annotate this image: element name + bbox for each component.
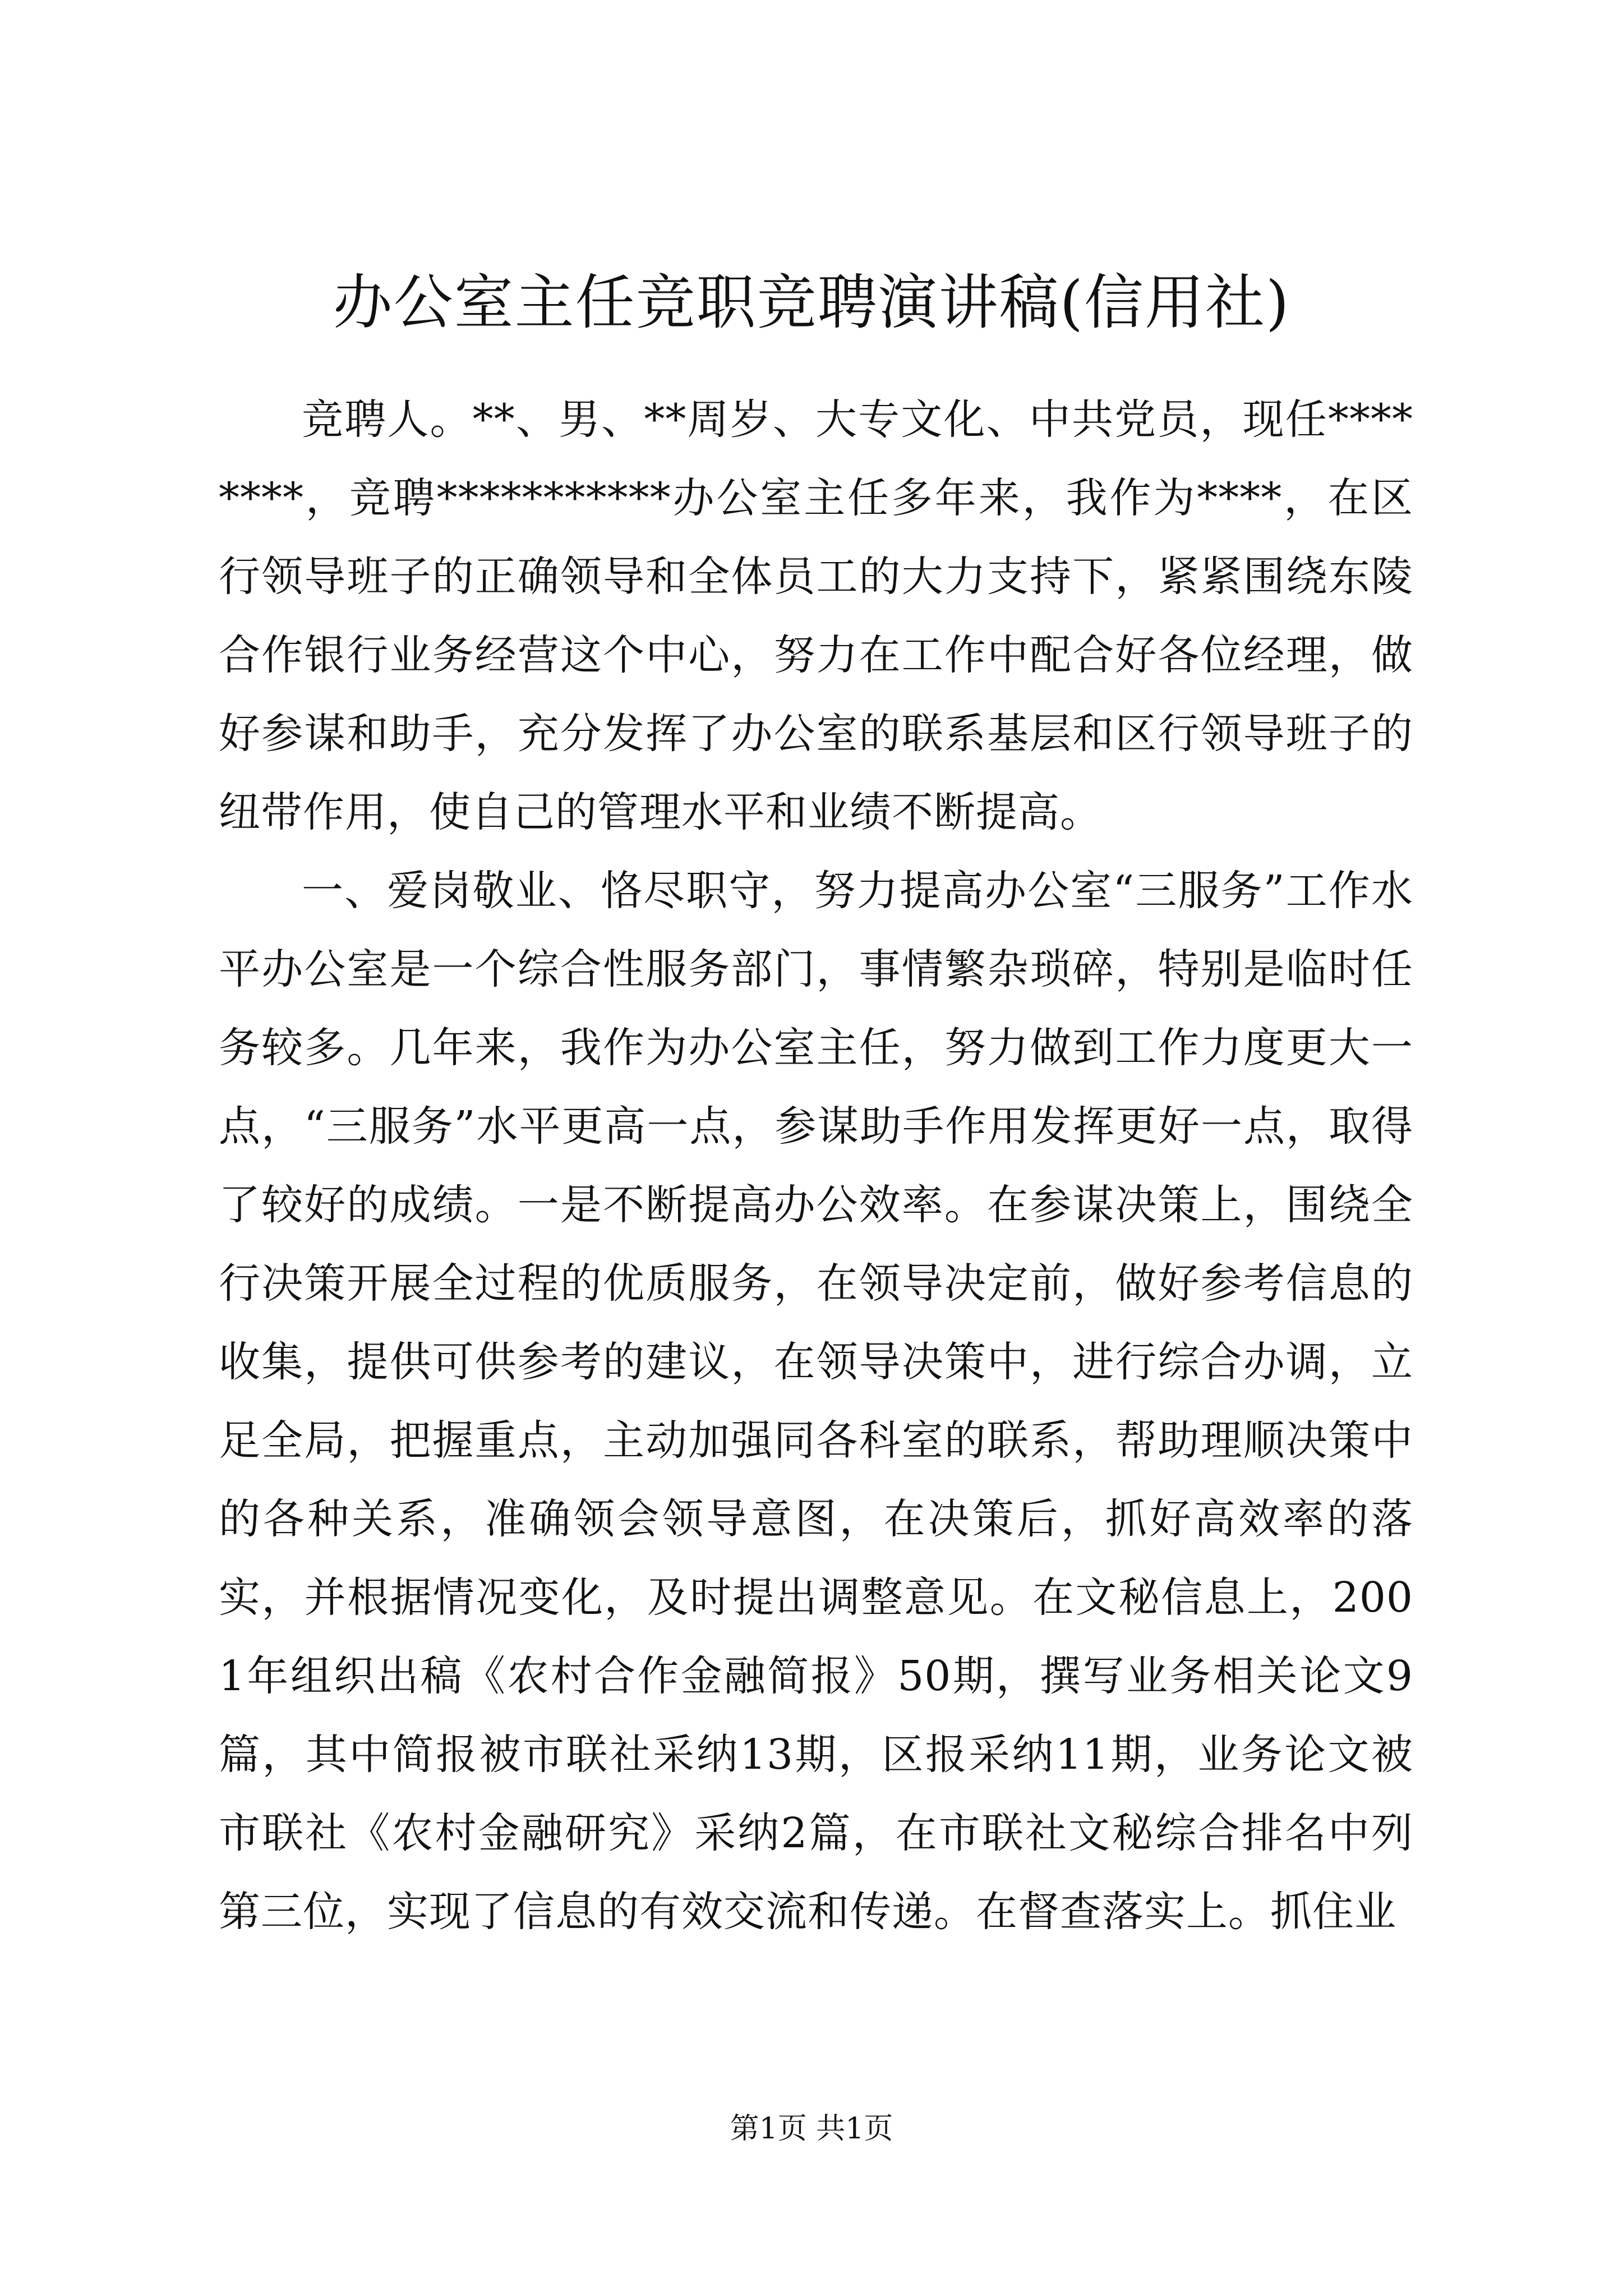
document-title: 办公室主任竞职竞聘演讲稿(信用社) (333, 268, 1290, 337)
body-paragraph-section-one: 一、爱岗敬业、恪尽职守，努力提高办公室“三服务”工作水平办公室是一个综合性服务部门，事情繁杂琐碎，特别是临时任务较多。几年来，我作为办公室主任，努力做到工作力度更大一点，“三服务”水平更高一点，参谋助手作用发挥更好一点，取得了较好的成绩。一是不断提高办公效率。在参谋决策上，围绕全行决策开展全过程的优质服务，在领导决定前，做好参考信息的收集，提供可供参考的建议，在领导决策中，进行综合办调，立足全局，把握重点，主动加强同各科室的联系，帮助理顺决策中的各种关系，准确领会领导意图，在决策后，抓好高效率的落实，并根据情况变化，及时提出调整意见。在文秘信息上，2001年组织出稿《农村合作金融简报》50期，撰写业务相关论文9篇，其中简报被市联社采纳13期，区报采纳11期，业务论文被市联社《农村金融研究》采纳2篇，在市联社文秘综合排名中列第三位，实现了信息的有效交流和传递。在督查落实上。抓住业 (219, 867, 1413, 1936)
document-body (219, 380, 1413, 1951)
body-paragraph-intro: 竞聘人。**、男、**周岁、大专文化、中共党员，现任********，竞聘***********办公室主任多年来，我作为****，在区行领导班子的正确领导和全体员工的大力支持下，紧紧围绕东陵合作银行业务经营这个中心，努力在工作中配合好各位经理，做好参谋和助手，充分发挥了办公室的联系基层和区行领导班子的纽带作用，使自己的管理水平和业绩不断提高。 (219, 395, 1413, 836)
page-number-footer: 第1页 共1页 (730, 2112, 893, 2146)
